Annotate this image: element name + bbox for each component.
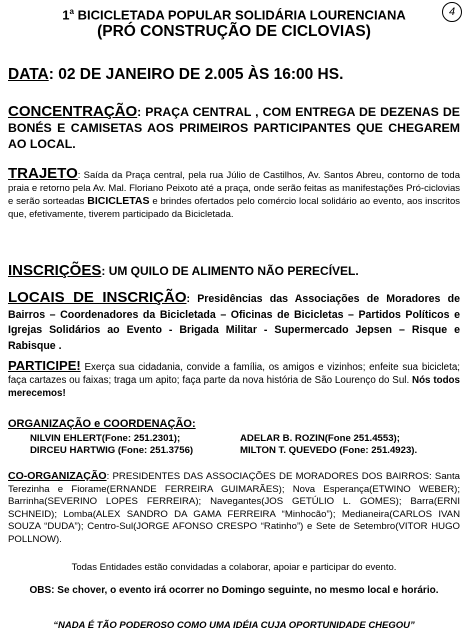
obs-note: OBS: Se chover, o evento irá ocorrer no Domingo seguinte, no mesmo local e horário. [29, 585, 439, 596]
trajeto-section [8, 165, 460, 221]
trajeto-label: TRAJETO [8, 165, 78, 182]
motto-quote: “NADA É TÃO PODEROSO COMO UMA IDÉIA CUJA OPORTUNIDADE CHEGOU” [53, 620, 415, 631]
concentracao-section [8, 104, 460, 152]
contact-row [20, 433, 417, 445]
inscricoes-label: INSCRIÇÕES [8, 262, 102, 279]
participe-label: PARTICIPE! [8, 358, 81, 373]
locais-label: LOCAIS DE INSCRIÇÃO [8, 289, 187, 306]
trajeto-text-a: : Saída da Praça central, pela rua Júlio de Castilhos, Av. Santos Abreu, contorno de toda praia e retorno pela Av. Mal. Floriano Peixoto até a praça, onde serão feitas as manifestações Pró-ciclovias e serão sorteadas [8, 170, 460, 207]
participe-text: Exerça sua cidadania, convide a família, os amigos e vizinhos; enfeite sua bicicleta; faça cartazes ou faixas; traga um apito; faça parte da nova história de São Lourenço do Sul. [8, 362, 460, 386]
contact-cell: MILTON T. QUEVEDO (Fone: 251.4923). [240, 445, 418, 456]
event-date [8, 66, 460, 84]
concentracao-text: : PRAÇA CENTRAL , COM ENTREGA DE DEZENAS DE BONÉS E CAMISETAS AOS PRIMEIROS PARTICIPANTES QUE CHEGAREM AO LOCAL. [8, 105, 460, 151]
title-ordinal: 1 [62, 7, 70, 23]
title-line-1: BICICLETADA POPULAR SOLIDÁRIA LOURENCIANA [77, 7, 406, 23]
participe-section [8, 360, 460, 400]
trajeto-text-b: e brindes ofertados pelo comércio local solidário ao evento, aos inscritos que, efetivamente, tiverem participado da Bicicletada. [8, 196, 460, 220]
locais-text: : Presidências das Associações de Moradores de Bairros – Coordenadores da Bicicletada – Oficinas de Bicicletas – Partidos Políticos e Igrejas Solidários ao Evento - Brigada Militar - Supermercado Jepsen – Risque e Rabisque . [8, 293, 460, 352]
contact-row [20, 445, 417, 457]
date-label: DATA [8, 66, 49, 83]
convite-line: Todas Entidades estão convidadas a colaborar, apoiar e participar do evento. [71, 562, 397, 573]
inscricoes-section [8, 262, 460, 279]
coorganizacao-section [8, 470, 460, 547]
contact-cell: DIRCEU HARTWIG (Fone: 251.3756) [30, 445, 194, 456]
title-line-2: (PRÓ CONSTRUÇÃO DE CICLOVIAS) [97, 23, 371, 41]
trajeto-bold: BICICLETAS [87, 195, 150, 207]
organizacao-section [8, 418, 460, 457]
concentracao-label: CONCENTRAÇÃO [8, 103, 138, 120]
organizacao-contacts [20, 433, 417, 457]
date-value: : 02 DE JANEIRO DE 2.005 ÀS 16:00 HS. [48, 66, 344, 83]
contact-cell: ADELAR B. ROZIN(Fone 251.4553); [240, 433, 400, 444]
flyer-title [8, 4, 460, 39]
page-number-badge: 4 [442, 2, 462, 22]
inscricoes-text: : UM QUILO DE ALIMENTO NÃO PERECÍVEL. [101, 264, 359, 278]
contact-cell: NILVIN EHLERT(Fone: 251.2301); [30, 433, 181, 444]
coorganizacao-label: CO-ORGANIZAÇÃO [8, 470, 107, 482]
title-ordinal-suffix: a [69, 7, 74, 16]
participe-bold: Nós todos merecemos! [8, 374, 460, 399]
organizacao-label: ORGANIZAÇÃO e COORDENAÇÃO: [8, 418, 196, 430]
locais-section [8, 290, 460, 354]
coorganizacao-text: : PRESIDENTES DAS ASSOCIAÇÕES DE MORADORES DOS BAIRROS: Santa Terezinha e Fiorame(ERNANDE FERREIRA GUIMARÃES); Nova Esperança(ETWINO WEBER); Barrinha(SEVERINO LOPES FERREIRA); Navegantes(JOS GETÚLIO L. GOMES); Barra(ERNI SCHNEID); Lomba(ALEX SANDRO DA GAMA FERREIRA “Minhocão”); Medianeira(CARLOS IVAN SOUZA “DUDA”); Centro-Sul(JORGE AFONSO CRESPO “Ratinho”) e Sete de Setembro(VITOR HUGO POLLNOW). [8, 471, 460, 545]
